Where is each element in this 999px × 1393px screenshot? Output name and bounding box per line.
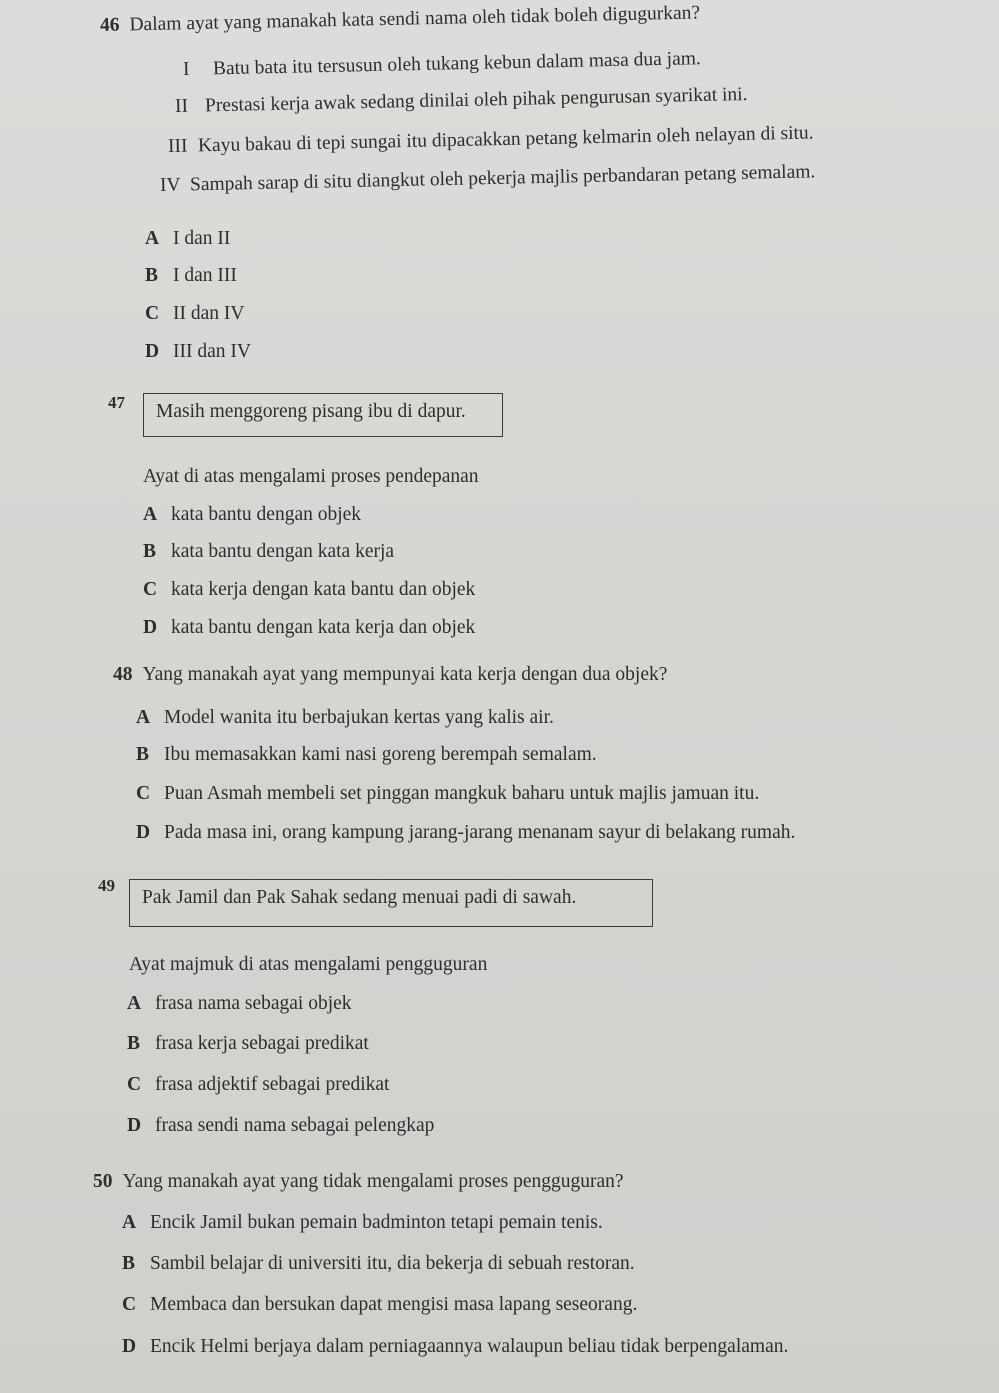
option-text: kata bantu dengan kata kerja dan objek: [171, 617, 476, 638]
answer-option[interactable]: [143, 616, 475, 640]
question-50-stem: [93, 1170, 624, 1194]
option-label: B: [127, 1033, 141, 1054]
statement-text: Batu bata itu tersusun oleh tukang kebun dalam masa dua jam.: [212, 48, 702, 80]
option-label: A: [136, 707, 151, 728]
question-number: 46: [99, 14, 120, 36]
option-text: frasa sendi nama sebagai pelengkap: [155, 1115, 435, 1136]
answer-option[interactable]: [127, 1073, 389, 1097]
option-text: frasa adjektif sebagai predikat: [155, 1074, 390, 1095]
question-47-stem: Ayat di atas mengalami proses pendepanan: [143, 466, 479, 487]
question-number: 50: [93, 1171, 113, 1192]
option-text: Model wanita itu berbajukan kertas yang kalis air.: [164, 707, 554, 728]
option-label: A: [143, 504, 158, 525]
option-label: D: [122, 1336, 137, 1357]
option-label: C: [122, 1294, 137, 1315]
answer-option[interactable]: [145, 302, 244, 326]
question-49-number: 49: [98, 876, 115, 895]
option-text: Membaca dan bersukan dapat mengisi masa lapang seseorang.: [150, 1294, 638, 1315]
statement-item: [168, 121, 814, 159]
question-49-boxed-sentence: Pak Jamil dan Pak Sahak sedang menuai padi di sawah.: [129, 879, 653, 927]
answer-option[interactable]: [143, 578, 475, 602]
option-text: kata kerja dengan kata bantu dan objek: [171, 579, 476, 600]
statement-item: [183, 47, 701, 82]
option-label: C: [136, 783, 151, 804]
statement-item: [160, 160, 816, 198]
answer-option[interactable]: [143, 503, 361, 527]
answer-option[interactable]: [145, 340, 251, 364]
question-48-stem: [113, 663, 667, 687]
option-text: kata bantu dengan kata kerja: [171, 541, 395, 562]
option-text: II dan IV: [173, 303, 245, 324]
option-text: Puan Asmah membeli set pinggan mangkuk baharu untuk majlis jamuan itu.: [164, 783, 760, 804]
statement-text: Prestasi kerja awak sedang dinilai oleh pihak pengurusan syarikat ini.: [204, 84, 748, 117]
option-text: kata bantu dengan objek: [171, 504, 362, 525]
option-text: frasa nama sebagai objek: [155, 993, 352, 1014]
answer-option[interactable]: [127, 1114, 434, 1138]
question-49-stem: Ayat majmuk di atas mengalami pengguguran: [129, 954, 488, 975]
answer-option[interactable]: [122, 1293, 637, 1317]
statement-roman: III: [167, 135, 188, 157]
question-46-stem: [100, 1, 701, 38]
answer-option[interactable]: [145, 227, 230, 251]
answer-option[interactable]: [122, 1211, 603, 1235]
statement-roman: II: [174, 95, 189, 117]
answer-option[interactable]: [127, 1032, 369, 1056]
option-text: I dan II: [173, 228, 231, 249]
option-label: C: [143, 579, 158, 600]
answer-option[interactable]: [136, 706, 554, 730]
option-text: Ibu memasakkan kami nasi goreng berempah semalam.: [164, 744, 597, 765]
option-label: D: [127, 1115, 142, 1136]
statement-roman: IV: [159, 174, 181, 196]
answer-option[interactable]: [127, 992, 352, 1016]
answer-option[interactable]: [143, 540, 394, 564]
answer-option[interactable]: [136, 821, 795, 845]
option-label: C: [145, 303, 160, 324]
statement-text: Sampah sarap di situ diangkut oleh pekerja majlis perbandaran petang semalam.: [189, 161, 816, 196]
option-label: D: [143, 617, 158, 638]
statement-roman: I: [182, 58, 190, 80]
answer-option[interactable]: [122, 1252, 635, 1276]
option-label: B: [145, 265, 159, 286]
option-label: A: [122, 1212, 137, 1233]
question-text: Dalam ayat yang manakah kata sendi nama oleh tidak boleh digugurkan?: [129, 2, 701, 36]
answer-option[interactable]: [136, 782, 759, 806]
answer-option[interactable]: [145, 264, 237, 288]
question-47-boxed-sentence: Masih menggoreng pisang ibu di dapur.: [143, 393, 503, 437]
question-47-number: 47: [108, 393, 125, 412]
statement-item: [175, 83, 748, 119]
answer-option[interactable]: [136, 743, 597, 767]
option-text: frasa kerja sebagai predikat: [155, 1033, 369, 1054]
answer-option[interactable]: [122, 1335, 788, 1359]
option-text: Encik Jamil bukan pemain badminton tetapi pemain tenis.: [150, 1212, 603, 1233]
statement-text: Kayu bakau di tepi sungai itu dipacakkan petang kelmarin oleh nelayan di situ.: [197, 122, 814, 157]
option-label: A: [145, 228, 160, 249]
option-label: D: [136, 822, 151, 843]
option-text: I dan III: [173, 265, 237, 286]
option-text: Encik Helmi berjaya dalam perniagaannya walaupun beliau tidak berpengalaman.: [150, 1336, 789, 1357]
question-text: Yang manakah ayat yang mempunyai kata kerja dengan dua objek?: [142, 664, 668, 685]
option-label: B: [122, 1253, 136, 1274]
question-number: 48: [113, 664, 133, 685]
option-label: D: [145, 341, 160, 362]
option-text: Pada masa ini, orang kampung jarang-jarang menanam sayur di belakang rumah.: [164, 822, 796, 843]
question-text: Yang manakah ayat yang tidak mengalami proses pengguguran?: [122, 1171, 624, 1192]
option-label: C: [127, 1074, 142, 1095]
option-label: B: [143, 541, 157, 562]
option-label: A: [127, 993, 142, 1014]
option-text: Sambil belajar di universiti itu, dia bekerja di sebuah restoran.: [150, 1253, 635, 1274]
option-text: III dan IV: [173, 341, 251, 362]
option-label: B: [136, 744, 150, 765]
